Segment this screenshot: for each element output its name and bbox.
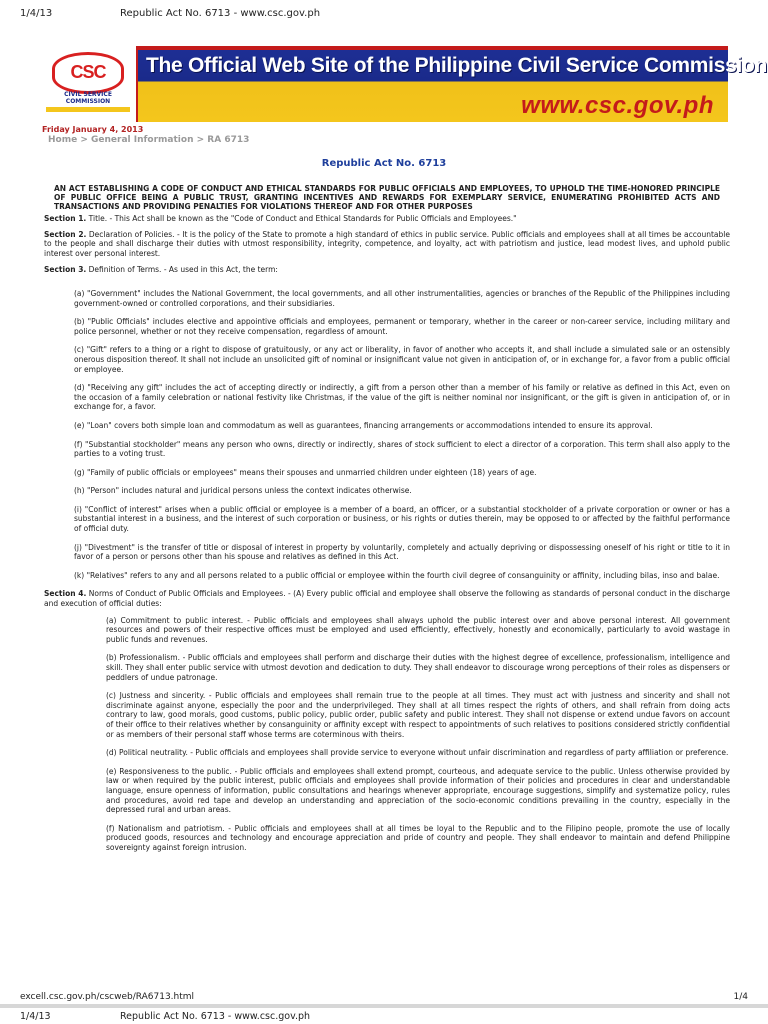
next-page-title: Republic Act No. 6713 - www.csc.gov.ph (120, 1011, 311, 1022)
print-title: Republic Act No. 6713 - www.csc.gov.ph (120, 8, 321, 19)
section-4 (44, 589, 730, 608)
breadcrumb-home-link[interactable]: Home (48, 135, 78, 145)
definition-c: (c) "Gift" refers to a thing or a right to dispose of gratuitously, or any act or liberality, in favor of another who accepts it, and shall include a simulated sale or an ostensibly onerous disposition thereof. It shall not include an unsolicited gift of nominal or insignificant value not given in anticipation of, or in exchange for, a favor from a public official or employee. (74, 345, 730, 374)
csc-logo-emblem (52, 52, 124, 94)
banner-headline: The Official Web Site of the Philippine Civil Service Commission (146, 54, 768, 77)
act-long-title: AN ACT ESTABLISHING A CODE OF CONDUCT AND ETHICAL STANDARDS FOR PUBLIC OFFICIALS AND EMPLOYEES, TO UPHOLD THE TIME-HONORED PRINCIPLE OF PUBLIC OFFICE BEING A PUBLIC TRUST, GRANTING INCENTIVES AND REWARDS FOR EXEMPLARY SERVICE, ENUMERATING PROHIBITED ACTS AND TRANSACTIONS AND PROVIDING PENALTIES FOR VIOLATIONS THEREOF AND FOR OTHER PURPOSES (54, 184, 720, 211)
csc-logo-text: CSC (70, 62, 106, 82)
page-break (0, 1004, 768, 1008)
section-label: Section 1. (44, 214, 87, 223)
definition-d: (d) "Receiving any gift" includes the act of accepting directly or indirectly, a gift from a person other than a member of his family or relative as defined in this Act, even on the occasion of a family celebration or national festivity like Christmas, if the value of the gift is neither nominal nor insignificant, or the gift is given in anticipation of, or in exchange for, a favor. (74, 383, 730, 412)
section-text: Title. - This Act shall be known as the "Code of Conduct and Ethical Standards for Public Officials and Employees." (86, 214, 517, 223)
definition-a: (a) "Government" includes the National Government, the local governments, and all other instrumentalities, agencies or branches of the Republic of the Philippines including government-owned or controlled corporations, and their subsidiaries. (74, 288, 730, 308)
section-3 (44, 265, 730, 275)
section-text: Norms of Conduct of Public Officials and Employees. - (A) Every public official and employee shall observe the following as standards of personal conduct in the discharge and execution of official duties: (44, 589, 730, 609)
definition-e: (e) "Loan" covers both simple loan and commodatum as well as guarantees, financing arrangements or accommodations intended to ensure its approval. (74, 420, 653, 430)
definition-h: (h) "Person" includes natural and juridical persons unless the context indicates otherwise. (74, 486, 412, 496)
breadcrumb (48, 135, 249, 145)
breadcrumb-separator: > (193, 135, 208, 145)
print-footer-url: excell.csc.gov.ph/cscweb/RA6713.html (20, 992, 195, 1002)
section-2 (44, 230, 730, 259)
breadcrumb-current: RA 6713 (207, 135, 250, 145)
banner-red-stripe (40, 46, 728, 50)
print-date: 1/4/13 (20, 8, 53, 19)
norm-d: (d) Political neutrality. - Public officials and employees shall provide service to everyone without unfair discrimination and regardless of party affiliation or preference. (106, 748, 729, 758)
section-label: Section 4. (44, 589, 87, 599)
definition-i: (i) "Conflict of interest" arises when a public official or employee is a member of a board, an officer, or a substantial stockholder of a private corporation or owner or has a substantial interest in a business, and the interest of such corporation or business, or his rights or duties therein, may be opposed to or affected by the faithful performance of official duty. (74, 504, 730, 534)
print-page-number: 1/4 (733, 992, 748, 1002)
definition-j: (j) "Divestment" is the transfer of title or disposal of interest in property by voluntarily, completely and actually depriving or dispossessing oneself of his right or title to it in favor of a person or persons other than his spouse and relatives as defined in this Act. (74, 542, 730, 562)
site-banner[interactable] (40, 46, 768, 122)
next-page-date: 1/4/13 (20, 1011, 51, 1022)
section-text: Declaration of Policies. - It is the policy of the State to promote a high standard of ethics in public service. Public officials and employees shall at all times be accountable to the people and shall discharge their duties with utmost responsibility, integrity, competence, and loyalty, act with patriotism and justice, lead modest lives, and uphold public interest over personal interest. (44, 229, 730, 258)
definition-b: (b) "Public Officials" includes elective and appointive officials and employees, permanent or temporary, whether in the career or non-career service, including military and police personnel, whether or not they receive compensation, regardless of amount. (74, 317, 730, 336)
page-title: Republic Act No. 6713 (321, 158, 447, 169)
section-label: Section 2. (44, 229, 87, 239)
norm-c: (c) Justness and sincerity. - Public officials and employees shall remain true to the people at all times. They must act with justness and sincerity and shall not discriminate against anyone, especially the poor and the underprivileged. They shall at all times respect the rights of others, and shall refrain from doing acts contrary to law, good morals, good customs, public policy, public order, public safety and public interest. They shall not dispense or extend undue favors on account of their office to their relatives whether by consanguinity or affinity except with respect to appointments of such relatives to positions considered strictly confidential or as members of their personal staff whose terms are coterminous with theirs. (106, 691, 730, 739)
csc-logo[interactable] (40, 46, 138, 122)
csc-logo-ribbon (46, 107, 130, 112)
section-label: Section 3. (44, 265, 87, 275)
definition-f: (f) "Substantial stockholder" means any person who owns, directly or indirectly, shares of stock sufficient to elect a director of a corporation. This term shall also apply to the parties to a voting trust. (74, 439, 730, 459)
act-body (44, 184, 730, 851)
norm-a: (a) Commitment to public interest. - Public officials and employees shall always uphold the public interest over and above personal interest. All government resources and powers of their respective offices must be employed and used efficiently, effectively, honestly and economically, particularly to avoid wastage in public funds and revenues. (106, 615, 730, 644)
section-1 (44, 214, 730, 224)
csc-logo-subtext: CIVIL SERVICE COMMISSION (64, 91, 112, 105)
norm-e: (e) Responsiveness to the public. - Public officials and employees shall extend prompt, courteous, and adequate service to the public. Unless otherwise provided by law or when required by the public interest, public officials and employees shall provide information of their policies and procedures in clear and understandable language, ensure openness of information, public consultations and hearings whenever appropriate, encourage suggestions, simplify and systematize policy, rules and procedures, avoid red tape and develop an understanding and appreciation of the socio-economic conditions prevailing in the country, especially in the depressed rural and urban areas. (106, 766, 730, 815)
definition-g: (g) "Family of public officials or employees" means their spouses and unmarried children under eighteen (18) years of age. (74, 467, 537, 477)
breadcrumb-section-link[interactable]: General Information (91, 135, 194, 145)
norm-b: (b) Professionalism. - Public officials and employees shall perform and discharge their duties with the highest degree of excellence, professionalism, intelligence and skill. They shall enter public service with utmost devotion and dedication to duty. They shall endeavor to discourage wrong perceptions of their roles as dispensers or peddlers of undue patronage. (106, 653, 730, 682)
definition-k: (k) "Relatives" refers to any and all persons related to a public official or employee within the fourth civil degree of consanguinity or affinity, including bilas, inso and balae. (74, 570, 720, 580)
section-text: Definition of Terms. - As used in this Act, the term: (86, 265, 278, 275)
banner-url: www.csc.gov.ph (521, 92, 714, 119)
norm-f: (f) Nationalism and patriotism. - Public officials and employees shall at all times be loyal to the Republic and to the Filipino people, promote the use of locally produced goods, resources and technology and encourage appreciation and pride of country and people. They shall endeavor to maintain and defend Philippine sovereignty against foreign intrusion. (106, 823, 730, 852)
date-line: Friday January 4, 2013 (42, 125, 144, 134)
breadcrumb-separator: > (77, 135, 92, 145)
